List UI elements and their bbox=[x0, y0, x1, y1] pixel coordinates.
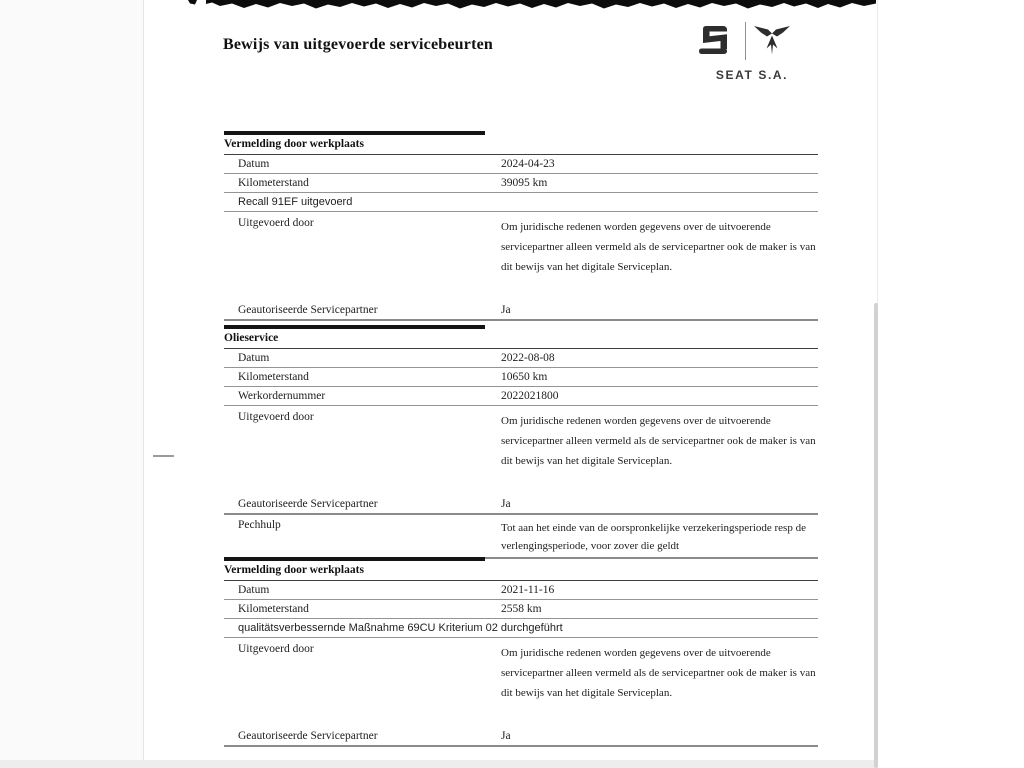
row-value: 2021-11-16 bbox=[501, 584, 555, 596]
section-heading: Vermelding door werkplaats bbox=[224, 564, 818, 581]
row-label: Datum bbox=[238, 584, 270, 596]
service-section bbox=[224, 131, 818, 321]
table-row bbox=[224, 301, 818, 321]
section-divider-bar bbox=[224, 325, 485, 329]
table-row bbox=[224, 349, 818, 368]
table-row bbox=[224, 155, 818, 174]
table-row bbox=[224, 600, 818, 619]
row-value: Tot aan het einde van de oorspronkelijke verzekeringsperiode resp de verlengingsperiode, voor zover die geldt bbox=[501, 522, 806, 552]
row-label: Geautoriseerde Servicepartner bbox=[238, 304, 378, 316]
row-label: Uitgevoerd door bbox=[238, 643, 314, 655]
section-heading: Olieservice bbox=[224, 332, 818, 349]
table-row bbox=[224, 581, 818, 600]
row-value: Ja bbox=[501, 304, 511, 316]
row-label: Kilometerstand bbox=[238, 603, 309, 615]
row-value: 2558 km bbox=[501, 603, 542, 615]
scan-artifact-dash bbox=[153, 455, 174, 457]
viewer-background-bottom bbox=[0, 760, 878, 768]
row-label: Geautoriseerde Servicepartner bbox=[238, 730, 378, 742]
page-title: Bewijs van uitgevoerde servicebeurten bbox=[223, 36, 494, 53]
viewer-background-left bbox=[0, 0, 144, 768]
row-value: 2022-08-08 bbox=[501, 352, 555, 364]
table-row bbox=[224, 193, 818, 212]
section-heading: Vermelding door werkplaats bbox=[224, 138, 818, 155]
service-records bbox=[224, 0, 818, 760]
row-label: qualitätsverbessernde Maßnahme 69CU Kriterium 02 durchgeführt bbox=[238, 622, 563, 634]
row-value: Om juridische redenen worden gegevens over de uitvoerende servicepartner alleen vermeld als de servicepartner ook de maker is van dit bewijs van het digitale Serviceplan. bbox=[501, 221, 816, 273]
row-label: Datum bbox=[238, 352, 270, 364]
table-row bbox=[224, 406, 818, 495]
row-label: Pechhulp bbox=[238, 519, 281, 531]
section-divider-bar bbox=[224, 557, 485, 561]
row-value: 10650 km bbox=[501, 371, 548, 383]
table-row bbox=[224, 368, 818, 387]
table-row bbox=[224, 638, 818, 727]
brand-name: SEAT S.A. bbox=[715, 68, 789, 82]
section-divider-bar bbox=[224, 131, 485, 135]
row-label: Kilometerstand bbox=[238, 371, 309, 383]
row-label: Werkordernummer bbox=[238, 390, 326, 402]
row-value: 2024-04-23 bbox=[501, 158, 555, 170]
row-label: Datum bbox=[238, 158, 270, 170]
row-value: Om juridische redenen worden gegevens over de uitvoerende servicepartner alleen vermeld als de servicepartner ook de maker is van dit bewijs van het digitale Serviceplan. bbox=[501, 647, 816, 699]
table-row bbox=[224, 495, 818, 515]
table-row bbox=[224, 619, 818, 638]
row-label: Kilometerstand bbox=[238, 177, 309, 189]
row-value: 2022021800 bbox=[501, 390, 559, 402]
row-label: Recall 91EF uitgevoerd bbox=[238, 196, 353, 208]
table-row bbox=[224, 727, 818, 747]
table-row bbox=[224, 174, 818, 193]
row-value: Om juridische redenen worden gegevens over de uitvoerende servicepartner alleen vermeld als de servicepartner ook de maker is van dit bewijs van het digitale Serviceplan. bbox=[501, 415, 816, 467]
table-row bbox=[224, 515, 818, 559]
table-row bbox=[224, 212, 818, 301]
row-value: 39095 km bbox=[501, 177, 548, 189]
document-page bbox=[144, 0, 877, 760]
table-row bbox=[224, 387, 818, 406]
scrollbar-thumb[interactable] bbox=[874, 303, 878, 768]
row-label: Uitgevoerd door bbox=[238, 411, 314, 423]
row-value: Ja bbox=[501, 498, 511, 510]
service-section bbox=[224, 557, 818, 747]
service-section bbox=[224, 325, 818, 559]
row-value: Ja bbox=[501, 730, 511, 742]
row-label: Uitgevoerd door bbox=[238, 217, 314, 229]
row-label: Geautoriseerde Servicepartner bbox=[238, 498, 378, 510]
